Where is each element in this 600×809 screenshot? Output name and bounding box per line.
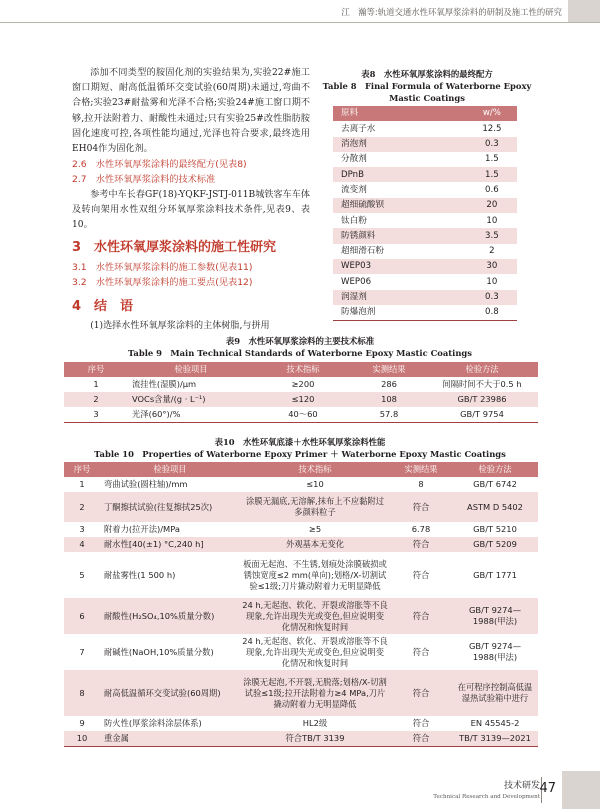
table10-cell: 符合 (390, 552, 452, 598)
table10-cell: 10 (64, 731, 100, 747)
table9-cell: 3 (64, 407, 128, 423)
table10-cell: 5 (64, 552, 100, 598)
table8-fraction-cell: 12.5 (467, 121, 517, 136)
table9-caption-en: Table 9 Main Technical Standards of Waterborne Epoxy Mastic Coatings (128, 348, 472, 358)
table10-cell: 符合 (390, 670, 452, 716)
subsection-2-7-heading: 2.7 水性环氧厚浆涂料的技术标准 (72, 174, 216, 186)
table9-cell: 40～60 (254, 407, 352, 423)
table9-cell: 1 (64, 377, 128, 392)
table9-header-cell: 检验项目 (128, 362, 254, 377)
table9-header-row (64, 362, 538, 377)
paragraph-curing-agent: 添加不同类型的胺固化剂的实验结果为,实验22#施工窗口期短、耐高低温循环交变试验(60周期)未通过,弯曲不合格;实验23#耐盐雾和光泽不合格;实验24#施工窗口期不够,拉开法附着力、耐酸性未通过;只有实验25#改性脂肪胺固化速度可控,各项性能均通过,光泽也符合要求,最终选用EH04作为固化剂。 (72, 68, 310, 155)
page-footer (433, 771, 600, 809)
table8-caption (318, 68, 536, 104)
table9-header-cell: 实测结果 (352, 362, 426, 377)
table8-fraction-cell: 0.3 (467, 137, 517, 152)
table10-cell: 符合 (390, 731, 452, 747)
table10-cell: 1 (64, 477, 100, 492)
table10-cell: 24 h,无起泡、软化、开裂或溶胀等不良现象,允许出现失光或变色,但应说明变化情况和恢复时间 (240, 598, 390, 634)
running-title: 江 瀚等:轨道交通水性环氧厚浆涂料的研制及施工性的研究 (341, 7, 562, 17)
table9-header-cell: 技术指标 (254, 362, 352, 377)
table8-material-cell: 去离子水 (333, 121, 467, 136)
table10-row (64, 670, 538, 716)
table8-fraction-cell: 10 (467, 274, 517, 289)
table10-cell: GB/T 1771 (452, 552, 538, 598)
table10-header-row (64, 462, 538, 477)
page-number: 47 (539, 781, 556, 796)
table8-material-cell: 消泡剂 (333, 137, 467, 152)
table10-cell: 耐碱性(NaOH,10%质量分数) (100, 634, 240, 670)
table8-fraction-cell: 1.5 (467, 167, 517, 182)
table8 (333, 106, 517, 321)
footer-corner-tab (562, 771, 600, 809)
table10-cell: TB/T 3139—2021 (452, 731, 538, 747)
table9-row (64, 407, 538, 423)
table10-cell: GB/T 9274—1988(甲法) (452, 598, 538, 634)
table9-cell: 间隔时间不大于0.5 h (426, 377, 538, 392)
table10-cell: 丁酮擦拭试验(往复擦拭25次) (100, 492, 240, 522)
table8-row (333, 259, 517, 274)
table10-cell: 符合 (390, 598, 452, 634)
table10-cell: 耐高低温循环交变试验(60周期) (100, 670, 240, 716)
table10-row (64, 477, 538, 492)
table10-cell: 符合 (390, 634, 452, 670)
table8-fraction-cell: 3.5 (467, 228, 517, 243)
table8-material-cell: 钛白粉 (333, 213, 467, 228)
table8-row (333, 213, 517, 228)
table9-row (64, 392, 538, 407)
table10-caption (0, 436, 600, 460)
table8-row (333, 305, 517, 321)
table10-header-cell: 序号 (64, 462, 100, 477)
body-column (72, 66, 310, 334)
footer-section-name: 技术研发 (503, 781, 540, 791)
table10-cell: 24 h,无起泡、软化、开裂或溶胀等不良现象,允许出现失光或变色,但应说明变化情况和恢复时间 (240, 634, 390, 670)
table8-fraction-cell: 0.8 (467, 305, 517, 321)
header-corner-tab (568, 0, 600, 22)
table10-cell: HL2级 (240, 716, 390, 731)
paragraph-conclusion-1: (1)选择水性环氧厚浆涂料的主体树脂,与拼用 (90, 320, 270, 331)
table9-cell: GB/T 23986 (426, 392, 538, 407)
table8-row (333, 152, 517, 167)
table8-row (333, 198, 517, 213)
table10-cell: 在可程序控制高低温湿热试验箱中进行 (452, 670, 538, 716)
table8-header-cell: 原料 (333, 106, 467, 121)
table10-cell: 8 (390, 477, 452, 492)
table8-material-cell: 防锈颜料 (333, 228, 467, 243)
table10-row (64, 552, 538, 598)
table9-row (64, 377, 538, 392)
table10-cell: 4 (64, 537, 100, 552)
table10-header-cell: 检验方法 (452, 462, 538, 477)
subsection-3-1-heading: 3.1 水性环氧厚浆涂料的施工参数(见表11) (72, 262, 253, 274)
table9-caption (0, 335, 600, 359)
table9-cell: GB/T 9754 (426, 407, 538, 423)
table10-cell: GB/T 6742 (452, 477, 538, 492)
table8-fraction-cell: 30 (467, 259, 517, 274)
paragraph-technical-standard: 参考中车长春GF(18)-YQKF-JSTJ-011B城铁客车车体及转向架用水性双组分环氧厚浆涂料技术条件,见表9、表10。 (72, 189, 310, 231)
table10-cell: ≤10 (240, 477, 390, 492)
table10-cell: 耐水性[40(±1) °C,240 h] (100, 537, 240, 552)
table9-header-cell: 检验方法 (426, 362, 538, 377)
table8-material-cell: WEP06 (333, 274, 467, 289)
table10-cell: 外观基本无变化 (240, 537, 390, 552)
table10-cell: GB/T 9274—1988(甲法) (452, 634, 538, 670)
table9-cell: VOCs含量/(g · L⁻¹) (128, 392, 254, 407)
table8-material-cell: 防爆泡剂 (333, 305, 467, 321)
table10-cell: 7 (64, 634, 100, 670)
table9-cell: ≥200 (254, 377, 352, 392)
table8-fraction-cell: 0.3 (467, 290, 517, 305)
table8-material-cell: DPnB (333, 167, 467, 182)
table10-cell: 3 (64, 522, 100, 537)
table8-fraction-cell: 1.5 (467, 152, 517, 167)
table10-cell: 重金属 (100, 731, 240, 747)
table10-cell: 耐盐雾性(1 500 h) (100, 552, 240, 598)
table10-row (64, 716, 538, 731)
table8-row (333, 274, 517, 289)
table8-caption-cn: 表8 水性环氧厚浆涂料的最终配方 (361, 69, 493, 79)
table9-header-cell: 序号 (64, 362, 128, 377)
table9-cell: 流挂性(湿膜)/μm (128, 377, 254, 392)
table10-cell: 6.78 (390, 522, 452, 537)
table8-material-cell: 超细滑石粉 (333, 244, 467, 259)
running-header (0, 0, 600, 23)
table8-material-cell: 超细硫酸钡 (333, 198, 467, 213)
table10-cell: 防火性(厚浆涂料涂层体系) (100, 716, 240, 731)
table10-cell: 耐酸性(H₂SO₄,10%质量分数) (100, 598, 240, 634)
table9-cell: 57.8 (352, 407, 426, 423)
table10-row (64, 537, 538, 552)
table9-cell: 108 (352, 392, 426, 407)
table10-caption-en: Table 10 Properties of Waterborne Epoxy Primer ＋ Waterborne Epoxy Mastic Coatings (94, 449, 506, 459)
table9-cell: ≤120 (254, 392, 352, 407)
table8-row (333, 182, 517, 197)
table10-cell: 涂膜无起泡,不开裂,无脱落;划格/X-切割试验≤1级;拉开法附着力≥4 MPa,刀片撬动附着力无明显降低 (240, 670, 390, 716)
table10 (64, 462, 538, 747)
subsection-3-2-heading: 3.2 水性环氧厚浆涂料的施工要点(见表12) (72, 277, 253, 289)
subsection-2-6-heading: 2.6 水性环氧厚浆涂料的最终配方(见表8) (72, 159, 247, 171)
table8-fraction-cell: 0.6 (467, 182, 517, 197)
table8-caption-en: Table 8 Final Formula of Waterborne Epoxy Mastic Coatings (322, 81, 532, 103)
table10-row (64, 492, 538, 522)
table10-cell: ASTM D 5402 (452, 492, 538, 522)
table8-material-cell: 分散剂 (333, 152, 467, 167)
table10-caption-cn: 表10 水性环氧底漆＋水性环氧厚浆涂料性能 (214, 437, 386, 447)
section-3-heading: 3 水性环氧厚浆涂料的施工性研究 (72, 240, 277, 256)
table8-row (333, 167, 517, 182)
table8-row (333, 121, 517, 136)
table10-header-cell: 技术指标 (240, 462, 390, 477)
table8-material-cell: 润湿剂 (333, 290, 467, 305)
table10-cell: GB/T 5209 (452, 537, 538, 552)
table8-row (333, 137, 517, 152)
table8-material-cell: WEP03 (333, 259, 467, 274)
table10-cell: 板面无起泡、不生锈,划痕处涂膜破损或锈蚀宽度≤2 mm(单向);划格/X-切割试验≤1级;刀片撬动附着力无明显降低 (240, 552, 390, 598)
table10-header-cell: 检验项目 (100, 462, 240, 477)
table8-row (333, 228, 517, 243)
table9-cell: 光泽(60°)/% (128, 407, 254, 423)
table10-cell: 符合 (390, 492, 452, 522)
footer-section-english: Technical Research and Development (433, 794, 540, 800)
table10-row (64, 598, 538, 634)
table10-cell: EN 45545-2 (452, 716, 538, 731)
table10-row (64, 634, 538, 670)
table10-row (64, 731, 538, 747)
table9 (64, 362, 538, 423)
table10-cell: 2 (64, 492, 100, 522)
table10-header-cell: 实测结果 (390, 462, 452, 477)
section-4-heading: 4 结 语 (72, 298, 134, 314)
table10-cell: 符合TB/T 3139 (240, 731, 390, 747)
table10-cell: 附着力(拉开法)/MPa (100, 522, 240, 537)
table8-header-row (333, 106, 517, 121)
table10-cell: GB/T 5210 (452, 522, 538, 537)
table8-fraction-cell: 2 (467, 244, 517, 259)
table8-fraction-cell: 20 (467, 198, 517, 213)
table9-cell: 286 (352, 377, 426, 392)
table10-cell: ≥5 (240, 522, 390, 537)
table8-material-cell: 流变剂 (333, 182, 467, 197)
table10-cell: 涂膜无漏底,无溶解,抹布上不应黏附过多颜料粒子 (240, 492, 390, 522)
table10-cell: 符合 (390, 537, 452, 552)
table10-cell: 符合 (390, 716, 452, 731)
table8-fraction-cell: 10 (467, 213, 517, 228)
table8-row (333, 244, 517, 259)
table10-row (64, 522, 538, 537)
table9-caption-cn: 表9 水性环氧厚浆涂料的主要技术标准 (225, 336, 375, 346)
table10-cell: 弯曲试验(圆柱轴)/mm (100, 477, 240, 492)
table8-row (333, 290, 517, 305)
table10-cell: 8 (64, 670, 100, 716)
table9-cell: 2 (64, 392, 128, 407)
table10-cell: 9 (64, 716, 100, 731)
table10-cell: 6 (64, 598, 100, 634)
table8-header-cell: w/% (467, 106, 517, 121)
